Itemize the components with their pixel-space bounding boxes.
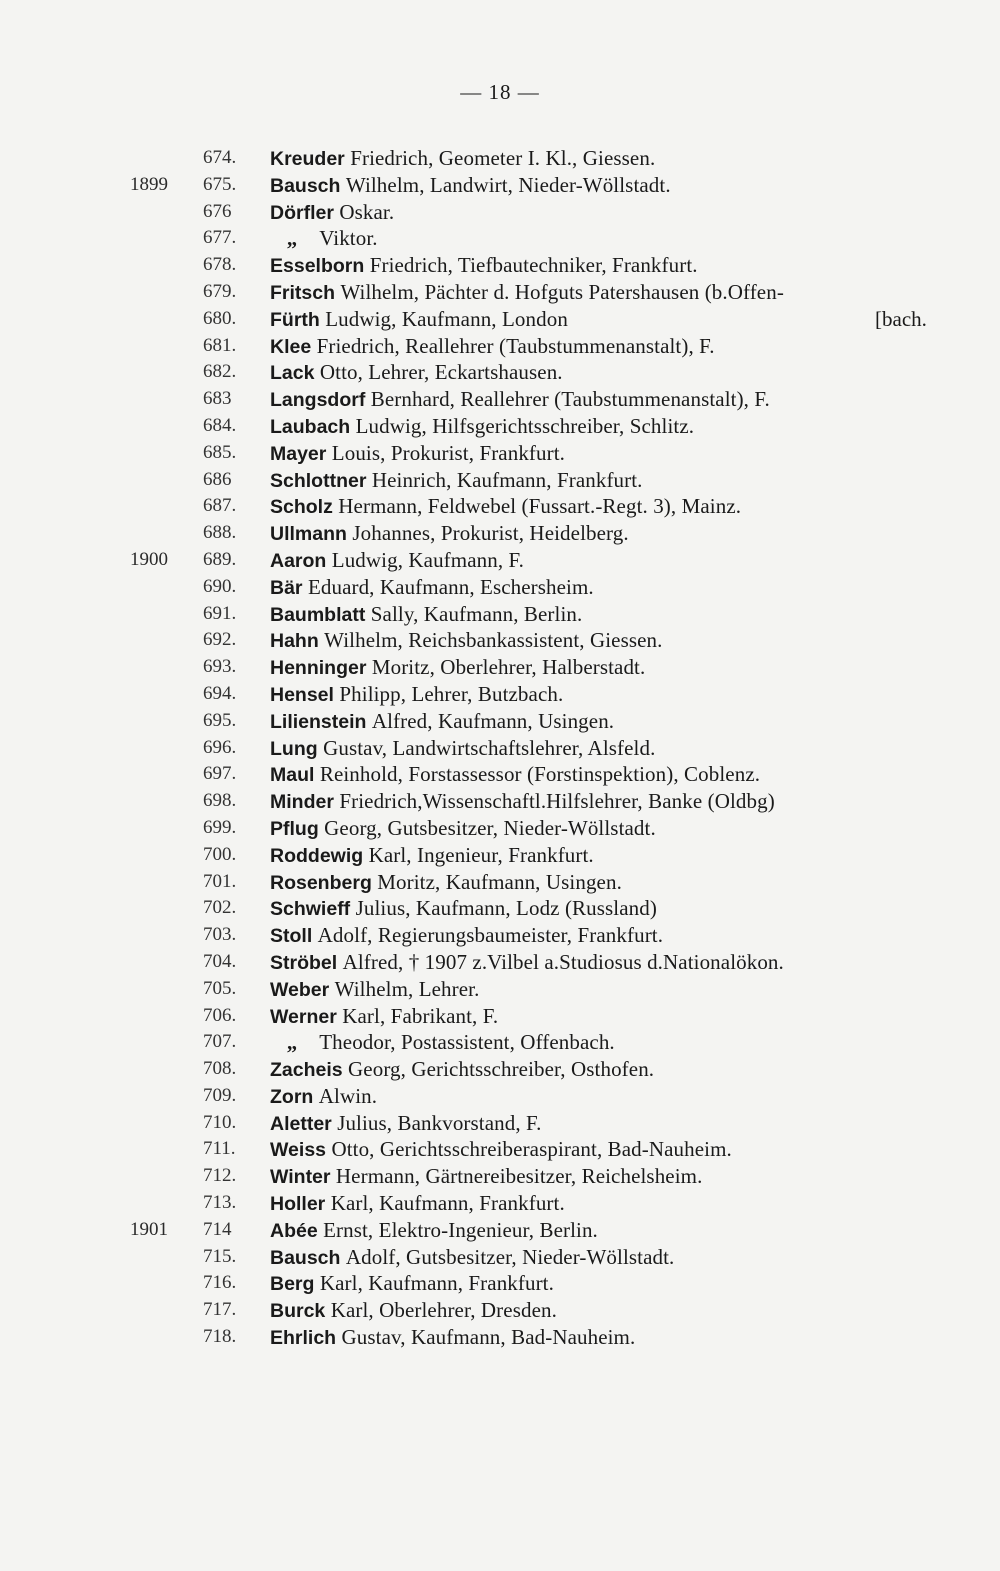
entry-detail: Otto, Lehrer, Eckartshausen.	[319, 360, 563, 385]
entry-number: 680.	[203, 307, 237, 329]
entry-detail: Hermann, Feldwebel (Fussart.-Regt. 3), Mainz.	[338, 494, 742, 519]
entry-number: 679.	[203, 280, 237, 302]
list-item	[0, 1003, 1000, 1030]
entry-surname: Minder	[270, 791, 340, 814]
entry-body	[270, 627, 663, 655]
entry-detail: Johannes, Prokurist, Heidelberg.	[352, 521, 629, 546]
page-number: — 18 —	[460, 80, 540, 104]
list-item	[0, 761, 1000, 788]
list-item	[0, 1270, 1000, 1297]
entry-surname: Klee	[270, 335, 317, 358]
entry-body	[270, 869, 622, 897]
entry-surname: Maul	[270, 764, 320, 787]
list-item	[0, 279, 1000, 306]
entry-number: 718.	[203, 1326, 237, 1348]
entry-detail: Ludwig, Kaufmann, London	[325, 306, 568, 331]
entry-number: 716.	[203, 1272, 237, 1294]
entry-detail: Hermann, Gärtnereibesitzer, Reichelsheim.	[335, 1164, 703, 1189]
list-item	[0, 627, 1000, 654]
entry-detail: Otto, Gerichtsschreiberaspirant, Bad-Nauheim.	[331, 1137, 732, 1162]
entry-body	[270, 440, 565, 468]
entry-surname: Kreuder	[270, 148, 351, 170]
list-item	[0, 1217, 1000, 1244]
entry-surname: Ullmann	[270, 523, 353, 546]
entry-number: 711.	[203, 1138, 236, 1160]
entry-body	[270, 252, 698, 280]
entry-number: 684.	[203, 414, 237, 436]
entry-number: 706.	[203, 1004, 237, 1026]
ditto-mark: „	[286, 1030, 298, 1055]
entry-surname: Henninger	[270, 657, 372, 680]
entry-detail: Adolf, Gutsbesitzer, Nieder-Wöllstadt.	[345, 1244, 675, 1269]
entry-number: 698.	[203, 790, 237, 812]
entry-body	[270, 1324, 635, 1352]
entry-surname: Burck	[270, 1300, 331, 1323]
entry-number: 690.	[203, 575, 237, 597]
list-item	[0, 172, 1000, 199]
entry-surname: Fritsch	[270, 281, 341, 304]
list-item	[0, 1244, 1000, 1271]
list-item	[0, 1324, 1000, 1351]
entry-year: 1900	[130, 548, 168, 570]
entry-detail: Viktor.	[319, 226, 378, 251]
list-item	[0, 1163, 1000, 1190]
list-item	[0, 199, 1000, 226]
entry-surname: Werner	[270, 1005, 343, 1028]
entry-body	[270, 172, 671, 200]
entry-body	[270, 842, 594, 870]
list-item	[0, 1083, 1000, 1110]
list-item	[0, 654, 1000, 681]
entry-body	[270, 735, 655, 763]
entry-surname: Weber	[270, 978, 335, 1001]
entry-detail: Reinhold, Forstassessor (Forstinspektion), Coblenz.	[319, 762, 761, 787]
entry-surname: Ehrlich	[270, 1327, 342, 1350]
entry-surname: Zorn	[270, 1085, 319, 1108]
entry-surname: Baumblatt	[270, 603, 371, 626]
entry-surname: Hahn	[270, 630, 325, 653]
entry-number: 710.	[203, 1111, 237, 1133]
list-item	[0, 386, 1000, 413]
entry-surname: Mayer	[270, 442, 332, 465]
entry-number: 678.	[203, 254, 237, 276]
entry-surname: Bär	[270, 576, 308, 599]
entry-detail: Moritz, Oberlehrer, Halberstadt.	[371, 655, 646, 680]
list-item	[0, 976, 1000, 1003]
list-item	[0, 467, 1000, 494]
entry-detail: Wilhelm, Pächter d. Hofguts Patershausen (b.Offen-	[340, 279, 784, 304]
entry-number: 714	[203, 1218, 232, 1240]
entry-detail: Alfred, † 1907 z.Vilbel a.Studiosus d.Nationalökon.	[342, 949, 784, 974]
entry-body	[270, 467, 643, 495]
entry-body	[270, 1083, 377, 1111]
member-list	[0, 145, 1000, 1351]
entry-number: 689.	[203, 548, 237, 570]
list-item	[0, 306, 1000, 333]
entry-number: 682.	[203, 361, 237, 383]
entry-number: 695.	[203, 709, 237, 731]
entry-body	[270, 1270, 554, 1298]
entry-detail: Eduard, Kaufmann, Eschersheim.	[307, 574, 594, 599]
entry-body	[270, 601, 582, 629]
list-item	[0, 1136, 1000, 1163]
entry-number: 674.	[203, 147, 237, 168]
ditto-mark: „	[286, 226, 298, 251]
list-item	[0, 895, 1000, 922]
list-item	[0, 788, 1000, 815]
entry-detail: Alwin.	[318, 1083, 378, 1108]
entry-surname: Lack	[270, 362, 320, 385]
entry-number: 708.	[203, 1058, 237, 1080]
entry-number: 694.	[203, 682, 237, 704]
entry-detail: Friedrich,Wissenschaftl.Hilfslehrer, Banke (Oldbg)	[339, 789, 775, 814]
list-item	[0, 842, 1000, 869]
entry-surname: Lilienstein	[270, 710, 372, 733]
entry-detail: Karl, Kaufmann, Frankfurt.	[330, 1191, 565, 1216]
entry-surname: Aletter	[270, 1112, 338, 1135]
entry-body	[270, 574, 594, 602]
list-item	[0, 1297, 1000, 1324]
list-item	[0, 601, 1000, 628]
entry-detail: Friedrich, Reallehrer (Taubstummenanstalt), F.	[316, 333, 715, 358]
entry-number: 686	[203, 468, 232, 490]
list-item	[0, 735, 1000, 762]
entry-number: 677.	[203, 227, 237, 249]
entry-body	[270, 1217, 598, 1245]
entry-detail: Sally, Kaufmann, Berlin.	[370, 601, 583, 626]
entry-detail: Heinrich, Kaufmann, Frankfurt.	[371, 467, 643, 492]
entry-detail: Gustav, Kaufmann, Bad-Nauheim.	[341, 1325, 636, 1350]
entry-body	[270, 333, 715, 361]
entry-detail: Adolf, Regierungsbaumeister, Frankfurt.	[317, 923, 664, 948]
entry-surname: Stoll	[270, 925, 318, 948]
list-item	[0, 493, 1000, 520]
entry-surname: Hensel	[270, 683, 340, 706]
entry-surname: Laubach	[270, 415, 356, 438]
list-item	[0, 922, 1000, 949]
entry-body	[270, 1244, 674, 1272]
entry-surname: Langsdorf	[270, 389, 371, 412]
entry-number: 712.	[203, 1165, 237, 1187]
entry-body	[270, 306, 568, 334]
entry-number: 676	[203, 200, 232, 222]
list-item	[0, 252, 1000, 279]
entry-surname: Schlottner	[270, 469, 372, 492]
entry-detail: Friedrich, Tiefbautechniker, Frankfurt.	[369, 253, 698, 278]
entry-detail: Karl, Kaufmann, Frankfurt.	[319, 1271, 554, 1296]
entry-detail: Ludwig, Kaufmann, F.	[331, 547, 524, 572]
entry-body	[270, 1190, 565, 1218]
list-item	[0, 359, 1000, 386]
entry-detail: Julius, Kaufmann, Lodz (Russland)	[355, 896, 657, 921]
entry-body	[270, 520, 629, 548]
entry-surname: Berg	[270, 1273, 320, 1296]
entry-number: 681.	[203, 334, 237, 356]
entry-number: 704.	[203, 950, 237, 972]
entry-surname: Pflug	[270, 817, 325, 840]
entry-surname: Zacheis	[270, 1059, 349, 1082]
entry-body	[270, 386, 770, 414]
entry-body	[270, 199, 394, 227]
entry-number: 693.	[203, 656, 237, 678]
list-item	[0, 225, 1000, 252]
entry-detail: Philipp, Lehrer, Butzbach.	[339, 681, 564, 706]
entry-detail: Ernst, Elektro-Ingenieur, Berlin.	[323, 1217, 598, 1242]
list-item	[0, 1190, 1000, 1217]
entry-body	[270, 976, 479, 1004]
entry-detail: Louis, Prokurist, Frankfurt.	[331, 440, 566, 465]
entry-detail: Georg, Gutsbesitzer, Nieder-Wöllstadt.	[324, 815, 656, 840]
list-item	[0, 1110, 1000, 1137]
list-item	[0, 869, 1000, 896]
entry-surname: Bausch	[270, 174, 346, 197]
list-item	[0, 815, 1000, 842]
entry-body	[270, 788, 775, 816]
entry-detail: Moritz, Kaufmann, Usingen.	[377, 869, 622, 894]
entry-surname: Schwieff	[270, 898, 356, 921]
entry-number: 715.	[203, 1245, 237, 1267]
entry-body	[270, 1003, 498, 1031]
entry-year: 1899	[130, 173, 168, 195]
entry-surname: Fürth	[270, 308, 326, 331]
entry-number: 700.	[203, 843, 237, 865]
entry-number: 705.	[203, 977, 237, 999]
entry-body	[270, 225, 378, 252]
entry-body	[270, 922, 663, 950]
list-item	[0, 145, 1000, 172]
entry-detail: Karl, Oberlehrer, Dresden.	[330, 1298, 557, 1323]
entry-detail: Wilhelm, Lehrer.	[334, 976, 480, 1001]
entry-continuation: [bach.	[875, 306, 927, 331]
entry-number: 692.	[203, 629, 237, 651]
entry-number: 702.	[203, 897, 237, 919]
entry-surname: Lung	[270, 737, 324, 760]
entry-body	[270, 708, 614, 736]
entry-detail: Theodor, Postassistent, Offenbach.	[319, 1030, 615, 1055]
entry-body	[270, 681, 563, 709]
list-item	[0, 413, 1000, 440]
entry-year: 1901	[130, 1218, 168, 1240]
entry-detail: Julius, Bankvorstand, F.	[337, 1110, 542, 1135]
entry-surname: Scholz	[270, 496, 339, 519]
entry-number: 717.	[203, 1299, 237, 1321]
entry-number: 685.	[203, 441, 237, 463]
entry-surname: Rosenberg	[270, 871, 378, 894]
list-item	[0, 520, 1000, 547]
entry-surname: Aaron	[270, 549, 332, 572]
list-item	[0, 440, 1000, 467]
entry-number: 713.	[203, 1192, 237, 1214]
entry-body	[270, 145, 655, 173]
entry-body	[270, 1297, 557, 1325]
entry-body	[270, 895, 657, 923]
entry-surname: Weiss	[270, 1139, 332, 1162]
entry-detail: Oskar.	[339, 199, 395, 224]
entry-body	[270, 1110, 542, 1138]
entry-body	[270, 1136, 732, 1164]
entry-body	[270, 949, 784, 977]
entry-number: 683	[203, 388, 232, 410]
list-item	[0, 547, 1000, 574]
list-item	[0, 574, 1000, 601]
entry-detail: Alfred, Kaufmann, Usingen.	[371, 708, 615, 733]
entry-body	[270, 1163, 702, 1191]
entry-body	[270, 413, 694, 441]
entry-surname: Ströbel	[270, 951, 343, 974]
entry-body	[270, 359, 563, 387]
entry-surname: Roddewig	[270, 844, 369, 867]
list-item	[0, 1056, 1000, 1083]
entry-surname: Bausch	[270, 1246, 346, 1269]
entry-body	[270, 1029, 615, 1056]
list-item	[0, 708, 1000, 735]
entry-surname: Dörfler	[270, 201, 340, 224]
entry-detail: Ludwig, Hilfsgerichtsschreiber, Schlitz.	[355, 413, 695, 438]
entry-body	[270, 1056, 654, 1084]
entry-detail: Georg, Gerichtsschreiber, Osthofen.	[348, 1057, 655, 1082]
entry-body	[270, 547, 524, 575]
list-item	[0, 681, 1000, 708]
entry-body	[270, 493, 741, 521]
list-item	[0, 949, 1000, 976]
entry-number: 688.	[203, 522, 237, 544]
entry-surname: Abée	[270, 1219, 324, 1242]
entry-number: 701.	[203, 870, 237, 892]
entry-number: 675.	[203, 173, 237, 195]
entry-number: 696.	[203, 736, 237, 758]
entry-detail: Gustav, Landwirtschaftslehrer, Alsfeld.	[323, 735, 656, 760]
list-item	[0, 1029, 1000, 1056]
entry-body	[270, 815, 656, 843]
entry-number: 703.	[203, 924, 237, 946]
entry-number: 697.	[203, 763, 237, 785]
entry-surname: Holler	[270, 1193, 331, 1216]
entry-number: 699.	[203, 816, 237, 838]
entry-surname: Winter	[270, 1166, 336, 1189]
entry-body	[270, 279, 784, 307]
entry-body	[270, 761, 760, 789]
entry-detail: Wilhelm, Landwirt, Nieder-Wöllstadt.	[345, 172, 671, 197]
entry-number: 707.	[203, 1031, 237, 1053]
entry-detail: Karl, Fabrikant, F.	[342, 1003, 499, 1028]
entry-surname: Esselborn	[270, 255, 370, 278]
entry-number: 687.	[203, 495, 237, 517]
entry-detail: Bernhard, Reallehrer (Taubstummenanstalt), F.	[370, 387, 770, 412]
entry-detail: Wilhelm, Reichsbankassistent, Giessen.	[324, 628, 663, 653]
entry-body	[270, 654, 645, 682]
list-item	[0, 333, 1000, 360]
entry-number: 691.	[203, 602, 237, 624]
entry-detail: Karl, Ingenieur, Frankfurt.	[368, 842, 594, 867]
entry-detail: Friedrich, Geometer I. Kl., Giessen.	[350, 146, 656, 170]
entry-number: 709.	[203, 1084, 237, 1106]
